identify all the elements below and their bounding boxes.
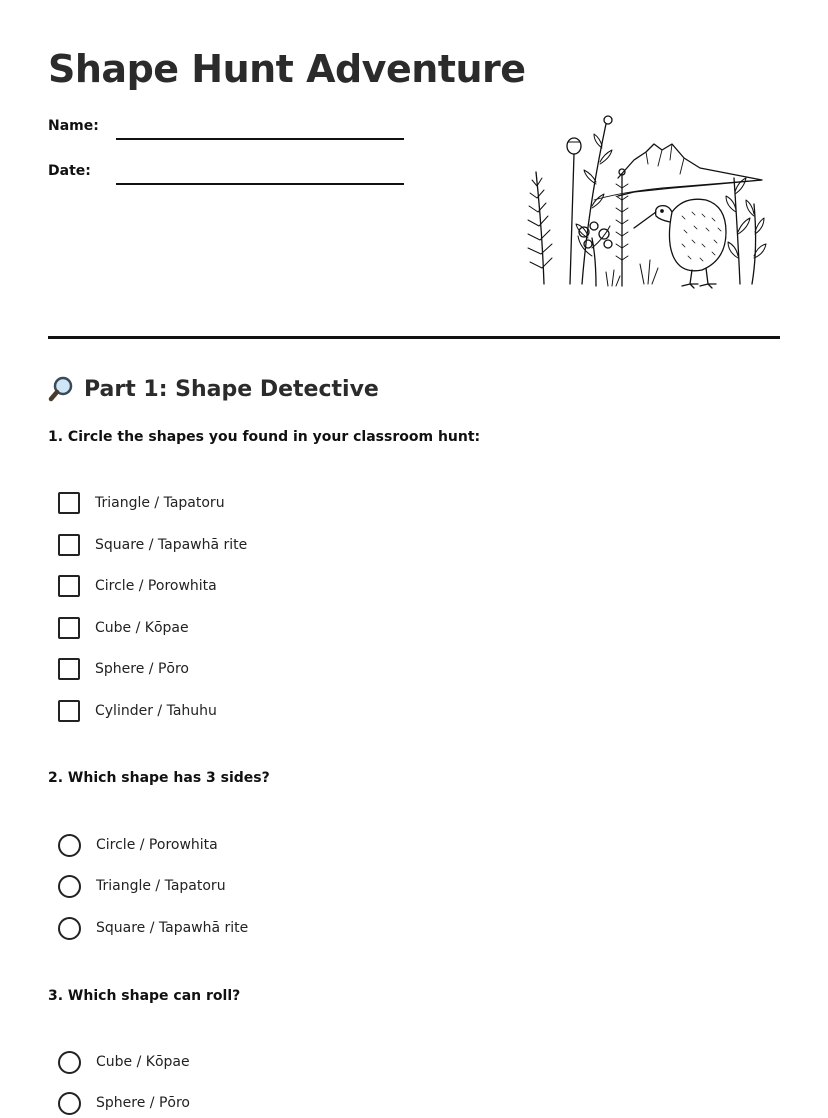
q2-option[interactable] <box>58 874 358 898</box>
option-label: Sphere / Pōro <box>96 1095 190 1111</box>
q1-option[interactable] <box>58 657 358 681</box>
option-label: Circle / Porowhita <box>96 837 218 853</box>
section-divider <box>48 336 780 339</box>
radio-button[interactable] <box>58 1092 81 1115</box>
radio-button[interactable] <box>58 917 81 940</box>
kiwi-landscape-illustration <box>522 108 770 294</box>
option-label: Triangle / Tapatoru <box>95 495 225 511</box>
radio-button[interactable] <box>58 834 81 857</box>
checkbox[interactable] <box>58 492 80 514</box>
q2-option[interactable] <box>58 833 358 857</box>
q1-option[interactable] <box>58 491 358 515</box>
checkbox[interactable] <box>58 534 80 556</box>
q3-option[interactable] <box>58 1050 358 1074</box>
q1-option[interactable] <box>58 699 358 723</box>
option-label: Triangle / Tapatoru <box>96 878 226 894</box>
question-2: 2. Which shape has 3 sides? <box>48 770 270 786</box>
radio-button[interactable] <box>58 1051 81 1074</box>
date-field <box>48 163 408 187</box>
option-label: Cylinder / Tahuhu <box>95 703 217 719</box>
part1-title: Part 1: Shape Detective <box>84 376 379 402</box>
name-field <box>48 118 408 142</box>
worksheet-title: Shape Hunt Adventure <box>48 47 526 91</box>
name-label: Name: <box>48 118 99 134</box>
part1-heading <box>48 373 379 405</box>
question-3: 3. Which shape can roll? <box>48 988 241 1004</box>
checkbox[interactable] <box>58 617 80 639</box>
option-label: Circle / Porowhita <box>95 578 217 594</box>
q2-option[interactable] <box>58 916 358 940</box>
option-label: Sphere / Pōro <box>95 661 189 677</box>
option-label: Square / Tapawhā rite <box>95 537 248 553</box>
option-label: Square / Tapawhā rite <box>96 920 249 936</box>
checkbox[interactable] <box>58 700 80 722</box>
checkbox[interactable] <box>58 575 80 597</box>
magnifying-glass-icon <box>48 375 76 403</box>
q1-option[interactable] <box>58 574 358 598</box>
option-label: Cube / Kōpae <box>96 1054 190 1070</box>
date-input-line[interactable] <box>116 183 404 185</box>
checkbox[interactable] <box>58 658 80 680</box>
q3-option[interactable] <box>58 1091 358 1115</box>
q1-option[interactable] <box>58 533 358 557</box>
date-label: Date: <box>48 163 91 179</box>
option-label: Cube / Kōpae <box>95 620 189 636</box>
question-1: 1. Circle the shapes you found in your classroom hunt: <box>48 429 481 445</box>
name-input-line[interactable] <box>116 138 404 140</box>
q1-option[interactable] <box>58 616 358 640</box>
radio-button[interactable] <box>58 875 81 898</box>
